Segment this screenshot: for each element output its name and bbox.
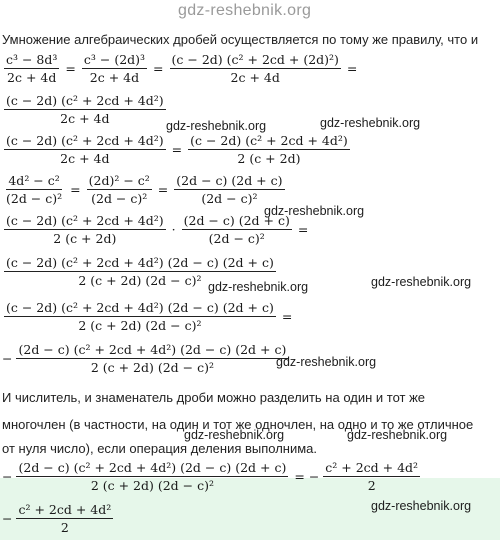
numerator: (2d − c) (2d + c): [183, 213, 290, 228]
denominator: 2 (c + 2d) (2d − c)²: [78, 273, 202, 288]
minus-sign: −: [2, 469, 13, 484]
fraction: [188, 133, 350, 166]
denominator: 2: [60, 520, 69, 535]
numerator: (c − 2d) (c² + 2cd + 4d²): [6, 133, 164, 148]
fraction: [4, 133, 166, 166]
equals-sign: =: [294, 469, 305, 484]
equals-sign: =: [70, 182, 81, 197]
fraction: [170, 52, 341, 85]
denominator: 2c + 4d: [60, 111, 110, 126]
denominator: 2 (c + 2d) (2d − c)²: [90, 360, 214, 375]
fraction: [87, 173, 152, 206]
equation-1: [2, 52, 361, 85]
numerator: 4d² − c²: [8, 173, 60, 188]
denominator: 2c + 4d: [230, 70, 280, 85]
denominator: (2d − c)²: [201, 191, 258, 206]
numerator: c² + 2cd + 4d²: [18, 502, 112, 517]
fraction: [4, 213, 166, 246]
intro-text: Умножение алгебраических дробей осуществляется по тому же правилу, что и: [2, 32, 479, 47]
denominator: 2c + 4d: [89, 70, 140, 85]
watermark-top: gdz-reshebnik.org: [178, 2, 312, 19]
fraction: [4, 300, 276, 333]
denominator: 2 (c + 2d) (2d − c)²: [90, 478, 214, 493]
numerator: (c − 2d) (c² + 2cd + 4d²): [6, 93, 164, 108]
equation-4: [2, 173, 287, 206]
numerator: (c − 2d) (c² + 2cd + 4d²) (2d − c) (2d + c): [6, 255, 274, 270]
watermark: gdz-reshebnik.org: [208, 280, 309, 294]
denominator: 2c + 4d: [7, 70, 57, 85]
numerator: (c − 2d) (c² + 2cd + (2d)²): [171, 52, 339, 67]
equals-sign: =: [65, 61, 76, 76]
fraction: [4, 173, 64, 206]
equals-sign: =: [157, 182, 169, 197]
fraction: [174, 173, 284, 206]
numerator: (c − 2d) (c² + 2cd + 4d²): [6, 213, 164, 228]
paragraph-line-2: многочлен (в частности, на один и тот же одночлен, на одно и то же отличное: [2, 417, 474, 432]
multiply-sign: ·: [171, 222, 176, 237]
fraction: [16, 342, 288, 375]
watermark: gdz-reshebnik.org: [166, 119, 267, 133]
numerator: (2d − c) (2d + c): [176, 173, 283, 188]
fraction: [16, 502, 113, 535]
equals-sign: =: [346, 61, 358, 76]
numerator: (2d)² − c²: [88, 173, 150, 188]
watermark: gdz-reshebnik.org: [320, 116, 421, 130]
numerator: (c − 2d) (c² + 2cd + 4d²) (2d − c) (2d + c): [6, 300, 274, 315]
fraction: [4, 52, 59, 85]
equation-2: [2, 93, 168, 126]
minus-sign: −: [308, 469, 320, 484]
denominator: 2 (c + 2d): [237, 151, 301, 166]
paragraph-line-3: от нуля число), если операция деления выполнима.: [2, 441, 318, 456]
watermark: gdz-reshebnik.org: [184, 428, 285, 442]
equation-9: [2, 460, 422, 493]
denominator: 2c + 4d: [60, 151, 110, 166]
equation-8: [2, 342, 290, 375]
paragraph-line-1: И числитель, и знаменатель дроби можно разделить на один и тот же: [2, 390, 426, 405]
fraction: [82, 52, 147, 85]
denominator: (2d − c)²: [208, 231, 265, 246]
minus-sign: −: [2, 351, 13, 366]
numerator: (c − 2d) (c² + 2cd + 4d²): [190, 133, 348, 148]
fraction: [323, 460, 420, 493]
numerator: c² + 2cd + 4d²: [325, 460, 419, 475]
watermark: gdz-reshebnik.org: [347, 428, 448, 442]
denominator: (2d − c)²: [91, 191, 148, 206]
equals-sign: =: [297, 222, 309, 237]
denominator: 2 (c + 2d) (2d − c)²: [78, 318, 202, 333]
denominator: 2 (c + 2d): [53, 231, 117, 246]
watermark: gdz-reshebnik.org: [371, 499, 472, 513]
fraction: [16, 460, 288, 493]
watermark: gdz-reshebnik.org: [264, 204, 365, 218]
numerator: c³ − (2d)³: [83, 52, 146, 67]
equals-sign: =: [281, 309, 293, 324]
numerator: (2d − c) (c² + 2cd + 4d²) (2d − c) (2d + c): [18, 460, 287, 475]
numerator: (2d − c) (c² + 2cd + 4d²) (2d − c) (2d + c): [18, 342, 287, 357]
equation-7: [2, 300, 296, 333]
equals-sign: =: [171, 142, 183, 157]
fraction: [4, 93, 166, 126]
watermark: gdz-reshebnik.org: [371, 275, 472, 289]
denominator: 2: [367, 478, 376, 493]
equation-3: [2, 133, 352, 166]
numerator: c³ − 8d³: [6, 52, 58, 67]
minus-sign: −: [2, 511, 13, 526]
watermark: gdz-reshebnik.org: [276, 355, 377, 369]
equation-10-result: [2, 502, 115, 535]
equals-sign: =: [153, 61, 164, 76]
denominator: (2d − c)²: [6, 191, 63, 206]
